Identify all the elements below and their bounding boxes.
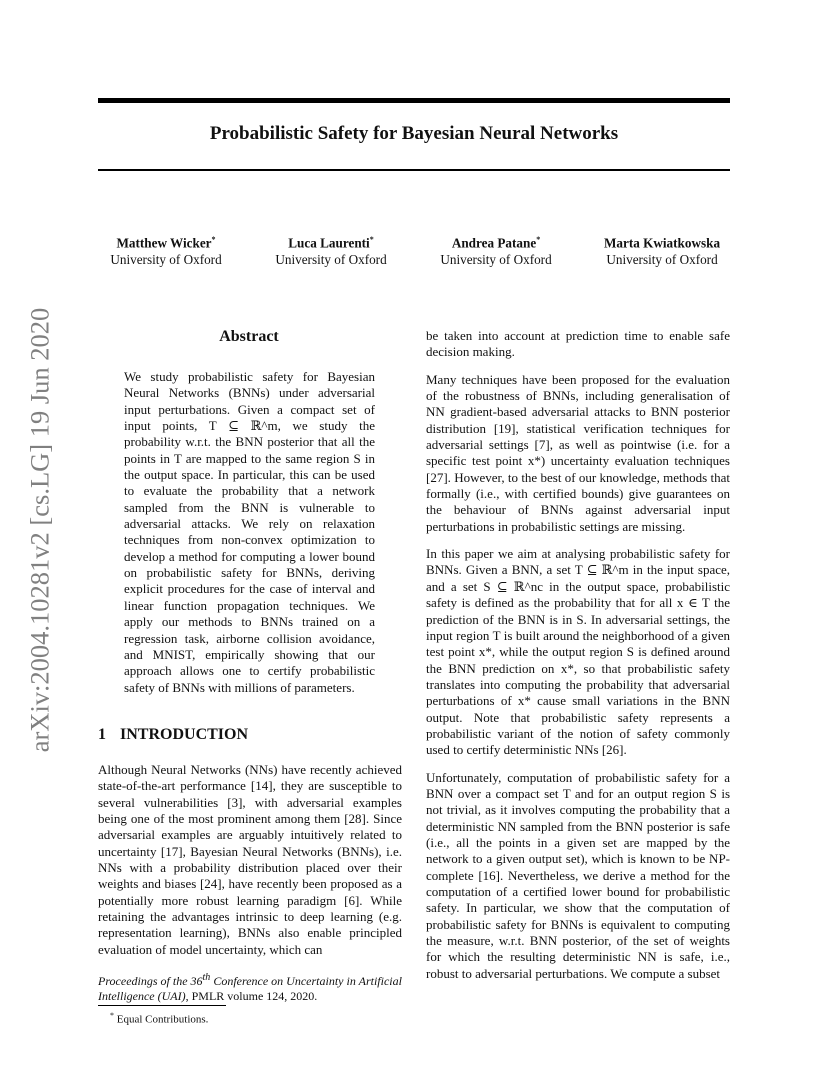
arxiv-stamp: arXiv:2004.10281v2 [cs.LG] 19 Jun 2020 (24, 307, 55, 753)
author-name: Luca Laurenti (288, 235, 370, 251)
abstract-heading: Abstract (219, 328, 279, 345)
author-affiliation: University of Oxford (275, 252, 387, 268)
footnote-mark: * (110, 1011, 114, 1020)
author-name: Marta Kwiatkowska (603, 235, 721, 251)
author-block (246, 231, 416, 268)
author-mark: * (369, 235, 374, 244)
body-paragraph: In this paper we aim at analysing probabilistic safety for BNNs. Given a BNN, a set T ⊆ ℝ^m in the input space, and a set S ⊆ ℝ^nc in the output space, probabilistic safety is defined as the probability that for all x ∈ T the prediction of the BNN is in S. In adversarial settings, the input region T is built around the neighborhood of a given test point x*, while the output region S is defined around the BNN prediction on x*, so that probabilistic safety translates into computing the probability that adversarial perturbations of x* cause small variations in the BNN output. Note that probabilistic safety represents a probabilistic variant of the notion of safety commonly used to certify deterministic NNs [26]. (426, 546, 730, 758)
title-top-rule (98, 98, 730, 103)
paper-title: Probabilistic Safety for Bayesian Neural Networks (209, 123, 619, 144)
author-mark: * (536, 235, 541, 244)
author-mark: * (211, 235, 216, 244)
section-number: 1 (98, 726, 106, 743)
abstract-text: We study probabilistic safety for Bayesian Neural Networks (BNNs) under adversarial input perturbations. Given a compact set of input points, T ⊆ ℝ^m, we study the probability w.r.t. the BNN posterior that all the points in T are mapped to the same region S in the output space. In particular, this can be used to evaluate the probability that a network sampled from the BNN is vulnerable to adversarial attacks. We rely on relaxation techniques from non-convex optimization to develop a method for computing a lower bound on probabilistic safety for BNNs, deriving explicit procedures for the case of interval and linear function propagation techniques. We apply our methods to BNNs trained on a regression task, airborne collision avoidance, and MNIST, empirically showing that our approach allows one to certify probabilistic safety of BNNs with millions of parameters. (124, 369, 375, 695)
proceedings-rest: Conference on Uncertainty in Artificial Intelligence (UAI) (98, 974, 402, 1003)
proceedings-prefix: Proceedings of the 36 (98, 974, 203, 988)
author-affiliation: University of Oxford (110, 252, 222, 268)
footnote-text: Equal Contributions. (116, 1013, 209, 1026)
proceedings-sup: th (202, 972, 211, 983)
body-paragraph: Unfortunately, computation of probabilistic safety for a BNN over a compact set T and for an output region S is not trivial, as it involves computing the probability that a deterministic NN sampled from the BNN posterior is safe (i.e., all the points in a given set are mapped by the network to a given output set), which is known to be NP-complete [16]. Nevertheless, we derive a method for the computation of a certified lower bound for probabilistic safety. In particular, we show that the computation of probabilistic safety for BNNs is equivalent to computing the measure, w.r.t. BNN posterior, of the set of weights for which the resulting deterministic NN is safe, i.e., robust to adversarial perturbations. We compute a subset (426, 769, 730, 981)
title-bottom-rule (98, 169, 730, 171)
author-name: Andrea Patane (451, 235, 537, 251)
body-paragraph: Many techniques have been proposed for the evaluation of the robustness of BNNs, including generalisation of NN gradient-based adversarial attacks to BNN posterior distribution [19], statistical verification techniques for adversarial settings [7], as well as pointwise (i.e. for a specific test point x*) uncertainty evaluation techniques [27]. However, to the best of our knowledge, methods that formally (i.e., with certified bounds) give guarantees on the behaviour of BNNs against adversarial input perturbations in probabilistic settings are missing. (426, 371, 730, 534)
section-heading (98, 726, 248, 744)
author-name: Matthew Wicker (116, 235, 212, 251)
author-affiliation: University of Oxford (440, 252, 552, 268)
author-block (411, 231, 581, 268)
continuation-paragraph: be taken into account at prediction time to enable safe decision making. (426, 328, 730, 360)
proceedings-note (98, 970, 418, 1004)
author-block (577, 231, 747, 268)
author-affiliation: University of Oxford (606, 252, 718, 268)
footnote-rule (98, 1005, 226, 1006)
author-block (81, 231, 251, 268)
intro-paragraph: Although Neural Networks (NNs) have recently achieved state-of-the-art performance [14], they are susceptible to several vulnerabilities [3], with adversarial examples being one of the most prominent among them [28]. Since adversarial examples are arguably intuitively related to uncertainty [17], Bayesian Neural Networks (BNNs), i.e. NNs with a probability distribution placed over their weights and biases [24], have recently been proposed as a potentially more robust learning paradigm [6]. While retaining the advantages intrinsic to deep learning (e.g. representation learning), BNNs also enable principled evaluation of model uncertainty, which can (98, 762, 402, 957)
proceedings-tail: , PMLR volume 124, 2020. (185, 989, 318, 1003)
section-title: INTRODUCTION (120, 726, 249, 743)
footnote (110, 1011, 208, 1026)
right-column (426, 328, 730, 993)
